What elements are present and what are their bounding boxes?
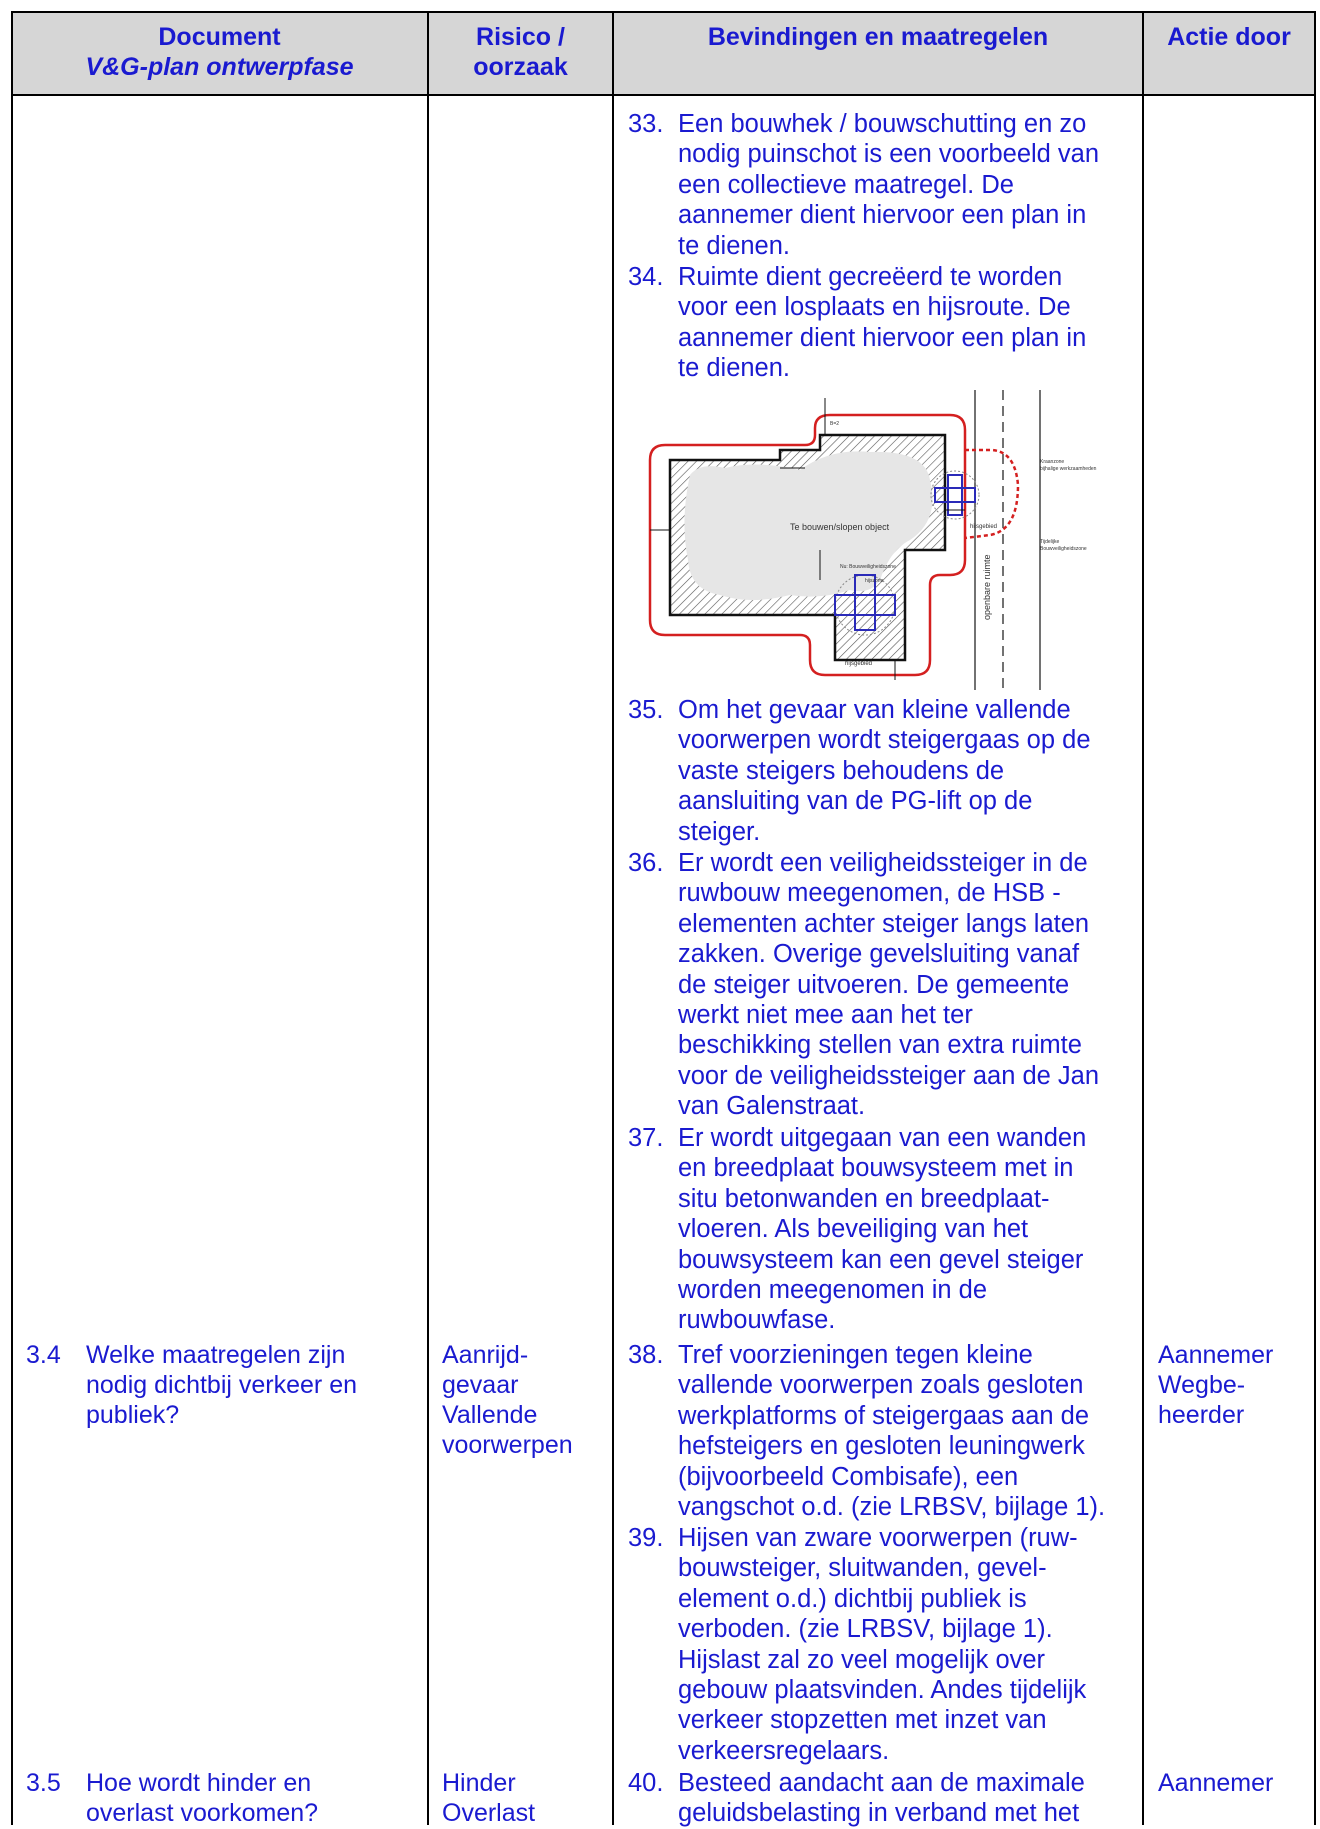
hoist-label-bottom: hijsgebied [845,661,873,667]
zone-label-2: hijszone [865,578,884,584]
road-lines [975,390,1040,690]
column-divider-1 [427,11,429,1825]
row-3-4-question: Welke maatregelen zijn nodig dichtbij verkeer en publiek? [86,1341,357,1429]
table-left-border [11,11,13,1825]
row-3-5-question: Hoe wordt hinder en overlast voorkomen? [86,1769,319,1827]
hoist-label-road: hijsgebied [970,524,998,530]
header-findings [614,22,1142,52]
row-3-5-actor: Aannemer [1158,1769,1274,1797]
row-3-5-number: 3.5 [26,1769,61,1797]
side-label-2: bijhalige werkzaamheden [1040,466,1097,472]
row-3-4-actor: Aannemer Wegbe- heerder [1158,1341,1274,1429]
header-actor [1144,22,1314,52]
road-label: openbare ruimte [982,554,992,620]
table-top-border [11,11,1316,13]
header-risk-line2: oorzaak [473,53,568,81]
dimension-label: B=2 [830,421,840,427]
document-page: Document V&G-plan ontwerpfase Risico / oorzaak Bevindingen en maatregelen Actie door 3.4 Welke maatregelen zijn nodig dichtbij verkeer en publiek? Aanrijd- gevaar Vallende voorwerpen Aannemer Wegbe- heerder 3.5 Hoe wordt hinder en overlast voorkomen? Hinder Overlast Aannemer 33. Een bouwhek / bouwschutting en zo nodig puinschot is een voorbeeld van een collectieve maatregel. De aannemer dient hiervoor een plan in te dienen. 34. Ruimte dient gecreëerd te worden voor een losplaats en hijsroute. De aannemer dient hiervoor een plan in te dienen. Te bouwen/slopen object openbare ruimte hijsgebied hijsgebied Nu: Bouwveiligheidszone hijszone Kraanzone bijhalige werkzaamheden Tijdelijke Bouwveiligheidszone B=2 35. Om het gevaar van kleine vallende voorwerpen wordt steigergaas op de vaste steigers behoudens de aansluiting van de PG-lift op de steiger. 36. Er wordt een veiligheidssteiger in de ruwbouw meegenomen, de HSB - elementen achter steiger langs laten zakken. Overige gevelsluiting vanaf de steiger uitvoeren. De gemeente werkt niet mee aan het ter beschikking stellen van extra ruimte voor de veiligheidssteiger aan de Jan van Galenstraat. 37. Er wordt uitgegaan van een wanden en breedplaat bouwsysteem met in situ betonwanden en breedplaat- vloeren. Als beveiliging van het bouwsysteem kan een gevel steiger worden meegenomen in de ruwbouwfase. 38. Tref voorzieningen tegen kleine vallende voorwerpen zoals gesloten werkplatforms of steigergaas aan de hefsteigers en gesloten leuningwerk (bijvoorbeeld Combisafe), een vangschot o.d. (zie LRBSV, bijlage 1). 39. Hijsen van zware voorwerpen (ruw- bouwsteiger, sluitwanden, gevel- element o.d.) dichtbij publiek is verboden. (zie LRBSV, bijlage 1). Hijslast zal zo veel mogelijk over gebouw plaatsvinden. Andes tijdelijk verkeer stopzetten met inzet van verkeersregelaars. 40. Besteed aandacht aan de maximale geluidsbelasting in verband met het [0,0,1320,1825]
column-divider-3 [1142,11,1144,1825]
column-divider-2 [612,11,614,1825]
side-label-3: Tijdelijke [1040,539,1060,545]
header-document-title: Document [158,23,281,51]
header-document [12,22,427,82]
header-actor-label: Actie door [1167,23,1291,51]
side-label-1: Kraanzone [1040,459,1065,465]
zone-label-1: Nu: Bouwveiligheidszone [840,564,896,570]
header-risk-line1: Risico / [476,23,565,51]
row-3-4-risk: Aanrijd- gevaar Vallende voorwerpen [442,1341,573,1459]
header-findings-label: Bevindingen en maatregelen [707,23,1049,51]
header-document-subtitle: V&G-plan ontwerpfase [85,53,354,81]
side-label-4: Bouwveiligheidszone [1040,546,1087,552]
row-3-4-number: 3.4 [26,1341,61,1369]
object-label: Te bouwen/slopen object [790,522,890,532]
site-layout-figure [640,390,1130,690]
table-right-border [1314,11,1316,1825]
header-bottom-border [11,94,1316,96]
row-3-5-risk: Hinder Overlast [442,1769,536,1827]
header-risk [429,22,612,82]
